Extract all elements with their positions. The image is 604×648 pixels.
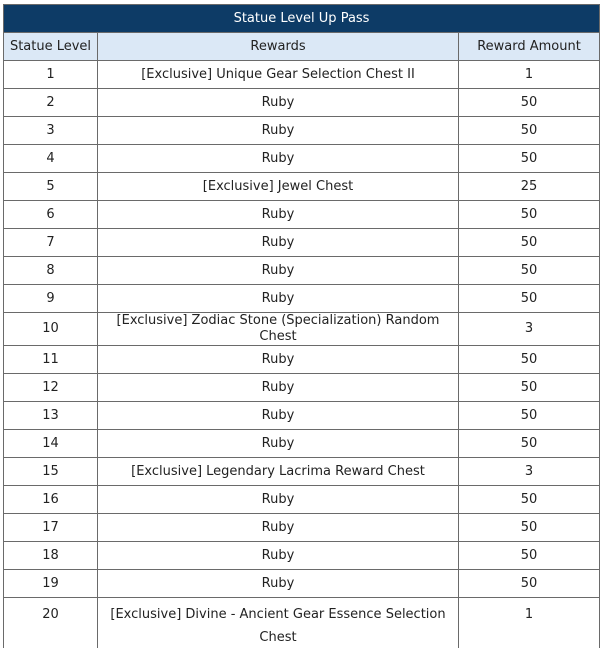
cell-reward: [Exclusive] Legendary Lacrima Reward Chest — [98, 458, 459, 486]
cell-amount: 50 — [459, 89, 600, 117]
cell-level: 10 — [4, 313, 98, 346]
cell-level: 18 — [4, 542, 98, 570]
header-statue-level: Statue Level — [4, 33, 98, 61]
cell-level: 5 — [4, 173, 98, 201]
cell-reward: Ruby — [98, 117, 459, 145]
table-row — [4, 598, 600, 648]
cell-level: 17 — [4, 514, 98, 542]
table-row — [4, 458, 600, 486]
cell-level: 4 — [4, 145, 98, 173]
cell-reward: Ruby — [98, 570, 459, 598]
table-row — [4, 61, 600, 89]
cell-amount: 3 — [459, 313, 600, 346]
cell-reward: Ruby — [98, 514, 459, 542]
table-title: Statue Level Up Pass — [4, 5, 600, 33]
cell-amount: 50 — [459, 486, 600, 514]
table-body — [4, 61, 600, 648]
table-row — [4, 285, 600, 313]
cell-reward: Ruby — [98, 542, 459, 570]
table-row — [4, 145, 600, 173]
cell-reward: Ruby — [98, 486, 459, 514]
table-row — [4, 346, 600, 374]
cell-amount: 50 — [459, 201, 600, 229]
table-row — [4, 430, 600, 458]
cell-amount: 50 — [459, 374, 600, 402]
cell-amount: 50 — [459, 257, 600, 285]
cell-reward: [Exclusive] Jewel Chest — [98, 173, 459, 201]
cell-amount: 25 — [459, 173, 600, 201]
table-row — [4, 257, 600, 285]
cell-reward: Ruby — [98, 374, 459, 402]
cell-reward: Ruby — [98, 402, 459, 430]
cell-reward: [Exclusive] Divine - Ancient Gear Essence Selection Chest — [98, 598, 459, 648]
cell-level: 9 — [4, 285, 98, 313]
cell-reward: Ruby — [98, 285, 459, 313]
cell-level: 20 — [4, 598, 98, 648]
cell-level: 3 — [4, 117, 98, 145]
table-row — [4, 89, 600, 117]
cell-level: 13 — [4, 402, 98, 430]
cell-amount: 50 — [459, 346, 600, 374]
table-row — [4, 173, 600, 201]
table-row — [4, 570, 600, 598]
cell-reward: [Exclusive] Zodiac Stone (Specialization) Random Chest — [98, 313, 459, 346]
cell-level: 6 — [4, 201, 98, 229]
cell-level: 2 — [4, 89, 98, 117]
cell-reward: Ruby — [98, 145, 459, 173]
cell-amount: 50 — [459, 514, 600, 542]
cell-level: 16 — [4, 486, 98, 514]
statue-level-up-pass-table — [3, 4, 600, 648]
cell-reward: Ruby — [98, 257, 459, 285]
table-row — [4, 486, 600, 514]
header-rewards: Rewards — [98, 33, 459, 61]
table-row — [4, 402, 600, 430]
cell-level: 1 — [4, 61, 98, 89]
cell-amount: 1 — [459, 61, 600, 89]
cell-reward: Ruby — [98, 346, 459, 374]
cell-amount: 50 — [459, 229, 600, 257]
table-row — [4, 201, 600, 229]
table-row — [4, 117, 600, 145]
table-row — [4, 229, 600, 257]
cell-reward: Ruby — [98, 229, 459, 257]
cell-amount: 3 — [459, 458, 600, 486]
table-row — [4, 374, 600, 402]
title-row — [4, 5, 600, 33]
header-reward-amount: Reward Amount — [459, 33, 600, 61]
cell-reward: Ruby — [98, 430, 459, 458]
table-row — [4, 313, 600, 346]
cell-amount: 50 — [459, 285, 600, 313]
cell-level: 15 — [4, 458, 98, 486]
cell-reward: Ruby — [98, 201, 459, 229]
cell-reward: [Exclusive] Unique Gear Selection Chest II — [98, 61, 459, 89]
cell-level: 8 — [4, 257, 98, 285]
header-row — [4, 33, 600, 61]
cell-level: 12 — [4, 374, 98, 402]
table-row — [4, 542, 600, 570]
cell-amount: 1 — [459, 598, 600, 648]
cell-amount: 50 — [459, 542, 600, 570]
cell-level: 19 — [4, 570, 98, 598]
cell-level: 11 — [4, 346, 98, 374]
table-row — [4, 514, 600, 542]
cell-amount: 50 — [459, 402, 600, 430]
cell-amount: 50 — [459, 430, 600, 458]
cell-level: 14 — [4, 430, 98, 458]
cell-amount: 50 — [459, 145, 600, 173]
cell-level: 7 — [4, 229, 98, 257]
cell-amount: 50 — [459, 117, 600, 145]
cell-reward: Ruby — [98, 89, 459, 117]
cell-amount: 50 — [459, 570, 600, 598]
